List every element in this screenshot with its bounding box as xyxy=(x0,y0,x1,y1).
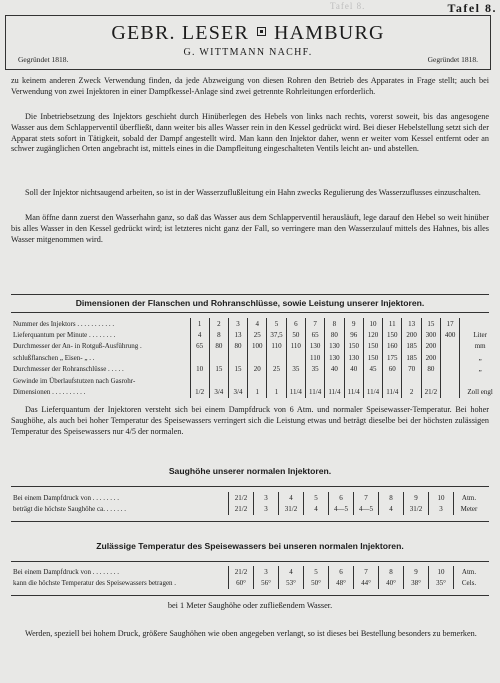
table-cell xyxy=(286,352,305,363)
table-cell: 40 xyxy=(344,364,363,375)
table-cell: 65 xyxy=(305,329,324,340)
paragraph-6: Werden, speziell bei hohem Druck, größere Saughöhen wie oben angegeben verlangt, so ist dieses bei Bestellung besonders zu bemerken. xyxy=(25,629,477,638)
table-cell xyxy=(228,375,247,386)
unit-cell: Meter xyxy=(454,503,485,514)
table-row xyxy=(11,329,500,340)
table-cell: 1 xyxy=(190,318,209,329)
row-label: Durchmesser der Rohranschlüsse . . . . . xyxy=(13,365,124,374)
table-cell: 7 xyxy=(305,318,324,329)
firm-name xyxy=(6,22,490,44)
divider xyxy=(11,312,489,313)
table-cell: 13 xyxy=(402,318,421,329)
unit-cell: Liter xyxy=(460,329,500,340)
table-cell: 50 xyxy=(286,329,305,340)
table-cell: 130 xyxy=(305,341,324,352)
table-cell: 5 xyxy=(304,492,329,503)
table-cell xyxy=(421,375,440,386)
table-cell: 7 xyxy=(354,492,379,503)
row-label: Lieferquantum per Minute . . . . . . . . xyxy=(13,331,116,340)
table-cell xyxy=(209,352,228,363)
table-cell: 9 xyxy=(404,566,429,577)
table-cell: 8 xyxy=(325,318,344,329)
table-cell: 15 xyxy=(209,364,228,375)
unit-cell xyxy=(460,375,500,386)
table-cell: 11/4 xyxy=(325,386,344,397)
plate-number: Tafel 8. xyxy=(447,1,497,15)
divider xyxy=(11,486,489,487)
paragraph-5: Das Lieferquantum der Injektoren versteht sich bei einem Dampfdruck von 6 Atm. und normaler Speisewasser-Temperatur. Bei hoher Saughöhe, als auch bei hoher Temperatur des Speisewassers verringert sich die Leistung etwas und beträgt dieselbe bei der höchsten zulässigen Temperatur des Speisewassers nur 4/5 der normalen. xyxy=(11,405,489,436)
table-cell: 1/2 xyxy=(190,386,209,397)
unit-cell: „ xyxy=(460,364,500,375)
table-row xyxy=(11,386,500,397)
table-row xyxy=(11,566,484,577)
table-cell: 11/4 xyxy=(344,386,363,397)
table-cell: 38° xyxy=(404,577,429,588)
table-cell: 21/2 xyxy=(229,566,254,577)
unit-cell: „ xyxy=(460,352,500,363)
row-label: Gewinde im Überlaufstutzen nach Gasrohr- xyxy=(13,376,136,385)
table-cell: 9 xyxy=(344,318,363,329)
table-cell: 175 xyxy=(383,352,402,363)
table-cell: 120 xyxy=(363,329,382,340)
table-cell: 3/4 xyxy=(209,386,228,397)
table-cell: 35° xyxy=(429,577,454,588)
unit-cell: Zoll engl xyxy=(460,386,500,397)
table-cell: 9 xyxy=(404,492,429,503)
divider xyxy=(11,595,489,596)
table-row xyxy=(11,503,484,514)
suction-table xyxy=(11,492,484,515)
table-cell: 20 xyxy=(248,364,267,375)
table-cell: 110 xyxy=(305,352,324,363)
table-cell xyxy=(325,375,344,386)
row-label: Dimensionen . . . . . . . . . . xyxy=(13,388,86,397)
table-cell: 8 xyxy=(379,492,404,503)
successor-name: G. WITTMANN NACHF. xyxy=(183,47,313,58)
table-cell: 130 xyxy=(325,341,344,352)
divider xyxy=(11,561,489,562)
table-cell: 80 xyxy=(421,364,440,375)
table-cell: 10 xyxy=(429,492,454,503)
table-cell: 4 xyxy=(304,503,329,514)
row-label: beträgt die höchste Saughöhe ca. . . . . . . xyxy=(13,505,126,514)
firm-name-left: GEBR. LESER xyxy=(111,22,249,44)
table-cell: 31/2 xyxy=(279,503,304,514)
unit-cell: Cels. xyxy=(454,577,485,588)
paragraph-4: Man öffne dann zuerst den Wasserhahn ganz, so daß das Wasser aus dem Schlapperventil herausläuft, lege darauf den Hebel so weit hinüber bis alles Wasser in den Kessel gedrückt wird; ist letzteres nicht ganz der Fall, so verringere man den Wasserzulauf mittels des Hahnes, bis alles Wasser mitgenommen wird. xyxy=(11,213,489,244)
table-cell: 8 xyxy=(379,566,404,577)
table-cell: 1 xyxy=(248,386,267,397)
table-cell: 65 xyxy=(190,341,209,352)
row-label: Durchmesser der An- in Rotguß-Ausführung . xyxy=(13,342,142,351)
table-cell xyxy=(441,386,460,397)
table-cell: 44° xyxy=(354,577,379,588)
table-cell: 4—5 xyxy=(329,503,354,514)
table-cell xyxy=(190,352,209,363)
firm-name-right: HAMBURG xyxy=(274,22,385,44)
table-cell: 45 xyxy=(363,364,382,375)
unit-cell: Atm. xyxy=(454,492,485,503)
table-cell xyxy=(248,352,267,363)
table-cell: 2 xyxy=(402,386,421,397)
table-cell: 185 xyxy=(402,352,421,363)
founded-left: Gegründet 1818. xyxy=(18,55,69,64)
unit-cell xyxy=(460,318,500,329)
table-row xyxy=(11,352,500,363)
faint-page-marker: Tafel 8. xyxy=(330,1,366,11)
table-cell: 3/4 xyxy=(228,386,247,397)
table-cell: 150 xyxy=(363,352,382,363)
table-cell: 10 xyxy=(429,566,454,577)
table-cell: 130 xyxy=(344,352,363,363)
table-cell: 60° xyxy=(229,577,254,588)
table-cell: 110 xyxy=(286,341,305,352)
table-cell: 7 xyxy=(354,566,379,577)
table-cell: 150 xyxy=(383,329,402,340)
table-cell: 10 xyxy=(363,318,382,329)
table-cell: 21/2 xyxy=(229,492,254,503)
table-cell: 11 xyxy=(383,318,402,329)
unit-cell: mm xyxy=(460,341,500,352)
table-row xyxy=(11,341,500,352)
table-cell: 25 xyxy=(248,329,267,340)
table-cell: 4 xyxy=(279,566,304,577)
table-row xyxy=(11,364,500,375)
table-cell xyxy=(441,341,460,352)
table-cell: 40° xyxy=(379,577,404,588)
table-cell: 50° xyxy=(304,577,329,588)
table-cell: 6 xyxy=(286,318,305,329)
table-cell: 3 xyxy=(429,503,454,514)
table-cell xyxy=(441,375,460,386)
table-cell: 4 xyxy=(279,492,304,503)
table-cell: 11/4 xyxy=(305,386,324,397)
table-cell: 400 xyxy=(441,329,460,340)
table-cell: 1 xyxy=(267,386,286,397)
table-cell: 31/2 xyxy=(404,503,429,514)
table-cell: 8 xyxy=(209,329,228,340)
unit-cell: Atm. xyxy=(454,566,485,577)
table-cell: 60 xyxy=(383,364,402,375)
table-cell: 160 xyxy=(383,341,402,352)
table-cell xyxy=(267,352,286,363)
table-cell: 37,5 xyxy=(267,329,286,340)
table-cell: 100 xyxy=(248,341,267,352)
table-cell xyxy=(441,364,460,375)
table-cell xyxy=(248,375,267,386)
row-label: Bei einem Dampfdruck von . . . . . . . . xyxy=(13,567,119,576)
table-cell: 15 xyxy=(228,364,247,375)
divider xyxy=(11,294,489,295)
table-cell: 110 xyxy=(267,341,286,352)
paragraph-2: Die Inbetriebsetzung des Injektors geschieht durch Hinüberlegen des Hebels von links nach rechts, vorerst soweit, bis das angesogene Wasser aus dem Schlapperventil überfließt, dann weiter bis alles Wasser rein in den Kessel gedrückt wird. Bei dieser Hebelstellung setzt sich der Apparat stets sofort in Tätigkeit, sobald der Dampf angestellt wird. Man kann den Injektor daher, wenn er weiter vom Kessel entfernt oder an schwer zugänglichen Orten angebracht ist, mittels eines in die Dampfleitung eingeschalteten Ventils leicht an- und abstellen. xyxy=(11,112,489,154)
table-cell: 5 xyxy=(267,318,286,329)
temperature-title: Zulässige Temperatur des Speisewassers bei unseren normalen Injektoren. xyxy=(96,541,404,551)
table-cell: 80 xyxy=(209,341,228,352)
letterhead xyxy=(5,15,491,70)
table-row xyxy=(11,318,500,329)
table-cell: 3 xyxy=(228,318,247,329)
table-row xyxy=(11,492,484,503)
founded-right: Gegründet 1818. xyxy=(427,55,478,64)
table-cell xyxy=(402,375,421,386)
table-cell: 35 xyxy=(286,364,305,375)
table-cell: 15 xyxy=(421,318,440,329)
table-cell: 200 xyxy=(402,329,421,340)
table-cell: 70 xyxy=(402,364,421,375)
table-cell: 11/4 xyxy=(383,386,402,397)
temperature-table xyxy=(11,566,484,589)
table-cell: 96 xyxy=(344,329,363,340)
table-cell: 4—5 xyxy=(354,503,379,514)
table-cell xyxy=(441,352,460,363)
table-cell: 3 xyxy=(254,492,279,503)
suction-title: Saughöhe unserer normalen Injektoren. xyxy=(168,466,332,476)
table-cell: 21/2 xyxy=(229,503,254,514)
table-cell xyxy=(190,375,209,386)
table-cell: 80 xyxy=(325,329,344,340)
row-label: schlußflanschen „ Eisen- „ . . xyxy=(13,353,95,362)
table-cell: 6 xyxy=(329,566,354,577)
table-cell: 56° xyxy=(254,577,279,588)
table-cell: 3 xyxy=(254,566,279,577)
table-cell: 11/4 xyxy=(286,386,305,397)
table-cell: 5 xyxy=(304,566,329,577)
table-cell: 21/2 xyxy=(421,386,440,397)
table-cell: 80 xyxy=(228,341,247,352)
table-cell xyxy=(344,375,363,386)
divider xyxy=(11,521,489,522)
dimensions-title: Dimensionen der Flanschen und Rohranschlüsse, sowie Leistung unserer Injektoren. xyxy=(75,298,425,308)
temperature-caption: bei 1 Meter Saughöhe oder zufließendem Wasser. xyxy=(167,601,333,610)
table-cell: 200 xyxy=(421,352,440,363)
table-cell: 150 xyxy=(363,341,382,352)
table-cell: 40 xyxy=(325,364,344,375)
paragraph-3: Soll der Injektor nichtsaugend arbeiten, so ist in der Wasserzuflußleitung ein Hahn zwecks Regulierung des Wasserzuflusses einzuschalten. xyxy=(25,188,481,197)
table-cell xyxy=(228,352,247,363)
table-row xyxy=(11,375,500,386)
table-cell xyxy=(383,375,402,386)
square-ornament-icon xyxy=(257,27,266,36)
table-cell: 35 xyxy=(305,364,324,375)
table-cell: 2 xyxy=(209,318,228,329)
table-cell: 48° xyxy=(329,577,354,588)
table-cell: 130 xyxy=(325,352,344,363)
table-cell: 25 xyxy=(267,364,286,375)
table-cell: 200 xyxy=(421,341,440,352)
table-row xyxy=(11,577,484,588)
table-cell: 300 xyxy=(421,329,440,340)
table-cell: 3 xyxy=(254,503,279,514)
table-cell xyxy=(363,375,382,386)
table-cell: 4 xyxy=(190,329,209,340)
table-cell: 13 xyxy=(228,329,247,340)
table-cell xyxy=(286,375,305,386)
table-cell: 53° xyxy=(279,577,304,588)
table-cell xyxy=(267,375,286,386)
table-cell: 150 xyxy=(344,341,363,352)
table-cell: 17 xyxy=(441,318,460,329)
table-cell: 6 xyxy=(329,492,354,503)
table-cell: 11/4 xyxy=(363,386,382,397)
row-label: Nummer des Injektors . . . . . . . . . . . xyxy=(13,319,115,328)
row-label: Bei einem Dampfdruck von . . . . . . . . xyxy=(13,493,119,502)
table-cell: 10 xyxy=(190,364,209,375)
table-cell: 4 xyxy=(379,503,404,514)
table-cell xyxy=(209,375,228,386)
paragraph-1: zu keinem anderen Zweck Verwendung finden, da jede Abzweigung von diesen Rohren den Betrieb des Apparates in Frage stellt; auch bei Verwendung von zwei Injektoren in einer Dampfkessel-Anlage sind zwei getrennte Rohrleitungen erforderlich. xyxy=(11,76,489,96)
table-cell xyxy=(305,375,324,386)
table-cell: 185 xyxy=(402,341,421,352)
table-cell: 4 xyxy=(248,318,267,329)
row-label: kann die höchste Temperatur des Speisewassers betragen . xyxy=(13,579,177,588)
dimensions-table xyxy=(11,318,500,398)
